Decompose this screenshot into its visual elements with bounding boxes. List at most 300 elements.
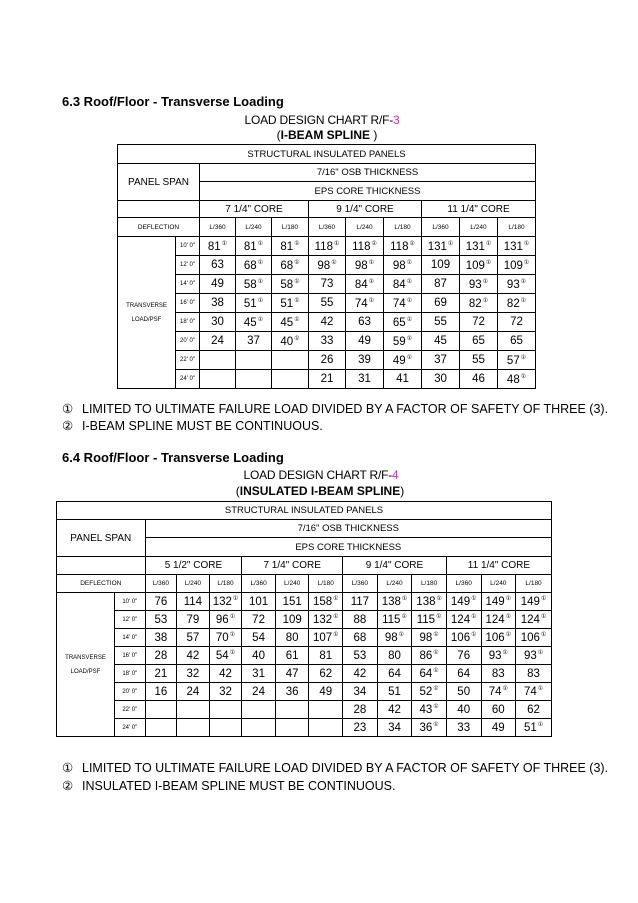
load-value: 151	[282, 595, 302, 608]
load-value-cell	[309, 275, 346, 294]
deflection-header: DEFLECTION	[57, 575, 146, 593]
footnote-ref: ①	[482, 297, 489, 304]
footnote-ref: ①	[406, 354, 413, 361]
load-value-cell	[242, 719, 276, 737]
load-table-rf4	[56, 501, 552, 737]
load-value: 36	[285, 685, 299, 698]
load-value: 118	[352, 240, 371, 253]
load-value: 62	[527, 703, 540, 716]
load-value: 98	[354, 259, 368, 272]
load-value: 28	[353, 703, 367, 716]
chart-subtitle	[0, 128, 638, 142]
load-value-cell	[460, 237, 498, 256]
load-value-cell	[343, 719, 378, 737]
footnote-ref: ①	[520, 297, 527, 304]
load-value-cell	[309, 237, 346, 256]
load-value-cell	[516, 719, 552, 737]
load-value-cell	[446, 593, 481, 611]
load-value: 109	[430, 259, 451, 271]
span-cell: 24' 0"	[176, 370, 200, 389]
load-value: 37	[434, 354, 447, 366]
load-value-cell	[422, 256, 460, 275]
table-row	[118, 237, 536, 256]
load-value: 81	[319, 649, 333, 662]
deflection-value: L/360	[343, 575, 378, 593]
deflection-value: L/180	[412, 575, 447, 593]
load-value: 138	[381, 596, 401, 608]
load-value-cell	[242, 683, 276, 701]
load-value: 39	[358, 354, 371, 366]
footnote-ref: ①	[523, 259, 530, 266]
load-value-cell	[272, 275, 309, 294]
deflection-value: L/180	[272, 218, 309, 237]
load-value-cell	[460, 275, 498, 294]
footnote-ref: ①	[537, 686, 544, 692]
load-value: 68	[353, 631, 367, 644]
footnote-ref: ①	[482, 278, 489, 285]
footnote-ref: ①	[221, 240, 228, 247]
load-value: 63	[211, 259, 224, 271]
load-value-cell	[498, 313, 536, 332]
load-value-cell	[412, 593, 447, 611]
load-value-cell	[422, 332, 460, 351]
load-value: 117	[350, 595, 370, 608]
footnote-ref: ①	[436, 614, 442, 620]
load-value-cell	[384, 313, 422, 332]
subtitle-open: (	[276, 128, 281, 142]
table-row	[57, 719, 552, 737]
span-cell: 22' 0"	[176, 351, 200, 370]
load-value: 52	[419, 686, 433, 698]
load-value-cell	[384, 332, 422, 351]
load-value: 43	[419, 704, 433, 716]
deflection-value: L/180	[309, 575, 343, 593]
load-value-cell	[309, 611, 343, 629]
table-row	[118, 332, 536, 351]
footnote-ref: ①	[398, 632, 405, 638]
load-value-cell	[200, 370, 236, 389]
span-cell: 14' 0"	[176, 275, 200, 294]
load-value: 109	[503, 259, 523, 272]
load-value-cell	[346, 332, 384, 351]
load-value-cell	[346, 351, 384, 370]
load-value: 23	[353, 721, 367, 734]
table-row	[57, 683, 552, 701]
load-value: 82	[506, 297, 520, 310]
load-value-cell	[272, 294, 309, 313]
load-value-cell	[145, 629, 177, 647]
table-row	[118, 256, 536, 275]
load-value-cell	[145, 701, 177, 719]
load-value: 124	[520, 614, 540, 626]
deflection-value: L/180	[209, 575, 242, 593]
load-value: 65	[392, 316, 406, 329]
footnote-ref: ①	[433, 668, 439, 674]
load-value-cell	[481, 665, 516, 683]
deflection-value: L/240	[236, 218, 272, 237]
load-value: 80	[388, 649, 401, 662]
osb-header: 7/16" OSB THICKNESS	[145, 520, 551, 538]
load-value: 87	[434, 278, 447, 290]
load-value-cell	[412, 629, 447, 647]
load-value: 69	[434, 297, 447, 309]
load-value-cell	[242, 611, 276, 629]
blank-cell	[118, 201, 200, 218]
load-value: 72	[510, 316, 523, 328]
span-cell: 18' 0"	[115, 665, 146, 683]
load-value-cell	[242, 593, 276, 611]
load-value-cell	[422, 313, 460, 332]
eps-header: EPS CORE THICKNESS	[145, 538, 551, 557]
load-value: 51	[388, 685, 401, 698]
load-value: 158	[312, 596, 333, 608]
load-value: 82	[468, 297, 482, 310]
span-cell: 16' 0"	[176, 294, 200, 313]
load-value-cell	[412, 647, 447, 665]
load-value-cell	[236, 294, 272, 313]
footnote-ref: ①	[520, 373, 527, 380]
load-value: 34	[353, 685, 367, 698]
load-value-cell	[309, 332, 346, 351]
load-label	[118, 237, 176, 389]
load-table-rf3	[117, 144, 536, 389]
load-value: 114	[183, 595, 203, 608]
load-value-cell	[200, 275, 236, 294]
load-value-cell	[377, 701, 412, 719]
footnote-ref: ①	[433, 704, 439, 710]
load-value: 38	[211, 297, 224, 309]
load-value-cell	[498, 237, 536, 256]
span-cell: 10' 0"	[115, 593, 146, 611]
panel-span-header: PANEL SPAN	[118, 164, 200, 201]
footnote-ref: ①	[401, 596, 408, 602]
footnote-ref: ①	[471, 614, 477, 620]
core-header: 5 1/2" CORE	[145, 557, 242, 575]
load-value: 106	[450, 632, 471, 644]
footnote-ref: ①	[333, 240, 340, 247]
load-value: 33	[457, 721, 471, 734]
footnote-ref: ①	[540, 632, 547, 638]
footnote-ref: ①	[502, 650, 508, 656]
load-value: 53	[154, 613, 168, 626]
table-row	[118, 313, 536, 332]
load-value-cell	[460, 370, 498, 389]
footnote-ref: ①	[433, 722, 439, 728]
deflection-value: L/360	[242, 575, 276, 593]
load-value: 50	[457, 685, 471, 698]
load-value: 131	[465, 240, 485, 253]
load-value: 118	[314, 240, 333, 253]
load-value: 124	[485, 614, 505, 626]
load-value: 53	[353, 649, 367, 662]
load-value-cell	[343, 701, 378, 719]
load-value-cell	[446, 701, 481, 719]
load-value-cell	[346, 313, 384, 332]
deflection-value: L/240	[346, 218, 384, 237]
footnote-ref: ①	[505, 614, 512, 620]
load-value-cell	[209, 665, 242, 683]
load-value-cell	[309, 629, 343, 647]
load-value-cell	[309, 294, 346, 313]
footnote-ref: ①	[502, 686, 508, 692]
chart-subtitle	[0, 484, 638, 498]
footnote-ref: ①	[257, 297, 264, 304]
load-value: 64	[457, 667, 471, 680]
load-value: 84	[392, 278, 406, 291]
load-value-cell	[272, 332, 309, 351]
deflection-value: L/360	[446, 575, 481, 593]
load-value-cell	[422, 237, 460, 256]
load-value-cell	[377, 629, 412, 647]
subtitle-close: )	[370, 128, 378, 142]
load-value: 42	[219, 667, 232, 680]
load-value-cell	[422, 351, 460, 370]
load-value-cell	[460, 256, 498, 275]
load-value-cell	[498, 294, 536, 313]
load-value: 38	[154, 631, 168, 644]
load-value: 41	[396, 373, 409, 385]
span-cell: 16' 0"	[115, 647, 146, 665]
load-value-cell	[309, 701, 343, 719]
load-value-cell	[200, 256, 236, 275]
load-value: 24	[186, 685, 200, 698]
load-value-cell	[412, 683, 447, 701]
load-value-cell	[145, 647, 177, 665]
load-value-cell	[384, 351, 422, 370]
load-value-cell	[446, 629, 481, 647]
load-value: 98	[384, 632, 398, 644]
core-header: 11 1/4" CORE	[422, 201, 536, 218]
footnote-ref: ①	[471, 632, 477, 638]
load-value-cell	[309, 719, 343, 737]
footnote-ref: ①	[257, 316, 264, 323]
load-value-cell	[412, 665, 447, 683]
footnote-ref: ①	[505, 596, 512, 602]
load-value: 106	[520, 632, 540, 644]
load-value-cell	[498, 256, 536, 275]
span-cell: 20' 0"	[115, 683, 146, 701]
footnote-ref: ①	[294, 335, 300, 342]
load-value: 37	[247, 335, 260, 347]
load-value-cell	[346, 294, 384, 313]
span-cell: 12' 0"	[176, 256, 200, 275]
load-value: 84	[354, 278, 368, 291]
load-value: 74	[488, 686, 502, 698]
load-value-cell	[236, 237, 272, 256]
deflection-value: L/360	[145, 575, 177, 593]
footnote-ref: ①	[232, 596, 239, 602]
load-value-cell	[384, 294, 422, 313]
load-value-cell	[412, 719, 447, 737]
load-value: 138	[416, 596, 436, 608]
load-value: 132	[212, 596, 232, 608]
load-value-cell	[343, 647, 378, 665]
load-value: 98	[392, 259, 406, 272]
section-heading: 6.4 Roof/Floor - Transverse Loading	[62, 450, 284, 465]
load-value-cell	[177, 647, 210, 665]
load-value-cell	[460, 351, 498, 370]
load-value-cell	[516, 629, 552, 647]
load-value: 68	[280, 259, 294, 272]
load-value: 74	[523, 686, 537, 698]
load-value-cell	[236, 313, 272, 332]
load-value-cell	[346, 370, 384, 389]
load-value: 81	[243, 240, 257, 253]
load-value: 49	[319, 685, 333, 698]
load-value: 107	[312, 632, 333, 644]
load-value: 79	[186, 613, 200, 626]
load-value: 76	[457, 649, 471, 662]
load-value: 24	[211, 335, 224, 347]
load-value: 58	[280, 278, 294, 291]
load-value-cell	[242, 665, 276, 683]
load-value-cell	[309, 313, 346, 332]
load-value-cell	[516, 647, 552, 665]
load-value-cell	[145, 719, 177, 737]
load-value-cell	[272, 256, 309, 275]
table-row	[118, 351, 536, 370]
span-cell: 20' 0"	[176, 332, 200, 351]
load-value: 88	[353, 613, 367, 626]
load-value: 93	[468, 278, 482, 291]
subtitle-close: )	[400, 484, 405, 498]
core-header: 9 1/4" CORE	[309, 201, 422, 218]
load-value: 49	[392, 354, 406, 367]
load-value-cell	[309, 665, 343, 683]
load-value-cell	[209, 683, 242, 701]
load-value-cell	[200, 313, 236, 332]
footnote-ref: ①	[523, 240, 530, 247]
footnote-ref: ①	[406, 297, 413, 304]
osb-header: 7/16" OSB THICKNESS	[200, 164, 536, 182]
footnote-ref: ①	[294, 297, 300, 304]
load-value-cell	[446, 611, 481, 629]
footnote-ref: ①	[257, 240, 264, 247]
load-value: 42	[353, 667, 367, 680]
load-value-cell	[275, 611, 309, 629]
load-value-cell	[498, 332, 536, 351]
load-value-cell	[343, 593, 378, 611]
footnote-mark: ②	[62, 419, 74, 433]
span-cell: 18' 0"	[176, 313, 200, 332]
load-value-cell	[272, 351, 309, 370]
load-value-cell	[236, 370, 272, 389]
load-value: 61	[285, 649, 299, 662]
load-value-cell	[177, 611, 210, 629]
subtitle-open: (	[235, 484, 240, 498]
load-value-cell	[209, 593, 242, 611]
footnote-ref: ①	[406, 278, 413, 285]
load-value-cell	[236, 275, 272, 294]
deflection-value: L/360	[309, 218, 346, 237]
section-heading: 6.3 Roof/Floor - Transverse Loading	[62, 94, 284, 109]
load-value: 51	[243, 297, 257, 310]
chart-title	[0, 113, 638, 127]
footnote-ref: ①	[537, 722, 544, 728]
load-value: 149	[485, 596, 505, 608]
footnote-ref: ①	[433, 686, 439, 692]
footnote-ref: ①	[406, 335, 413, 342]
footnote-ref: ①	[333, 596, 339, 602]
load-value: 98	[419, 632, 433, 644]
footnote-ref: ①	[406, 316, 413, 323]
load-value: 48	[506, 373, 520, 386]
footnote-1	[62, 401, 608, 416]
load-value-cell	[481, 719, 516, 737]
load-value: 65	[510, 335, 523, 347]
load-value-cell	[177, 701, 210, 719]
load-value: 64	[388, 667, 401, 680]
footnote-ref: ①	[368, 278, 375, 285]
footnote-ref: ①	[333, 632, 339, 638]
footnote-mark: ①	[62, 761, 74, 775]
table-row	[57, 665, 552, 683]
load-value: 70	[215, 632, 229, 644]
load-value-cell	[446, 683, 481, 701]
footnote-ref: ①	[401, 614, 407, 620]
load-value: 51	[523, 722, 537, 734]
footnote-ref: ①	[294, 240, 300, 247]
footnote-ref: ①	[436, 596, 442, 602]
load-value: 42	[186, 649, 200, 662]
load-value-cell	[343, 611, 378, 629]
load-label-line1: TRANSVERSE	[126, 302, 167, 309]
load-value: 131	[427, 240, 447, 253]
footnote-mark: ②	[62, 779, 74, 793]
load-value-cell	[343, 683, 378, 701]
deflection-value: L/180	[498, 218, 536, 237]
load-value-cell	[343, 665, 378, 683]
deflection-value: L/360	[200, 218, 236, 237]
load-value-cell	[346, 237, 384, 256]
load-value: 33	[320, 335, 334, 347]
subtitle-bold: INSULATED I-BEAM SPLINE	[239, 484, 401, 498]
load-value-cell	[309, 647, 343, 665]
load-value-cell	[177, 719, 210, 737]
load-value: 21	[320, 373, 334, 385]
load-value: 34	[388, 721, 401, 734]
load-value: 57	[506, 354, 520, 367]
load-value: 55	[434, 316, 447, 328]
core-header: 9 1/4" CORE	[343, 557, 447, 575]
load-value: 101	[248, 595, 269, 608]
load-value: 24	[252, 685, 265, 698]
chart-title-text: LOAD DESIGN CHART R/F-	[244, 113, 394, 127]
footnote-ref: ①	[294, 278, 300, 285]
load-value-cell	[209, 647, 242, 665]
load-value: 51	[280, 297, 294, 310]
load-label	[57, 593, 115, 737]
footnote-ref: ①	[368, 297, 375, 304]
footnote-ref: ①	[447, 240, 454, 247]
load-value-cell	[516, 665, 552, 683]
footnote-ref: ①	[520, 354, 527, 361]
footnote-ref: ①	[505, 632, 512, 638]
structural-header: STRUCTURAL INSULATED PANELS	[118, 145, 536, 164]
footnote-2	[62, 418, 323, 433]
load-label-line1: TRANSVERSE	[65, 654, 106, 661]
load-value-cell	[272, 313, 309, 332]
load-value: 54	[215, 650, 229, 662]
load-value: 72	[472, 316, 485, 328]
footnote-2	[62, 778, 395, 793]
load-value-cell	[346, 275, 384, 294]
load-value-cell	[481, 611, 516, 629]
core-header: 7 1/4" CORE	[200, 201, 309, 218]
load-value-cell	[309, 370, 346, 389]
load-value-cell	[346, 256, 384, 275]
load-value: 46	[472, 373, 485, 385]
